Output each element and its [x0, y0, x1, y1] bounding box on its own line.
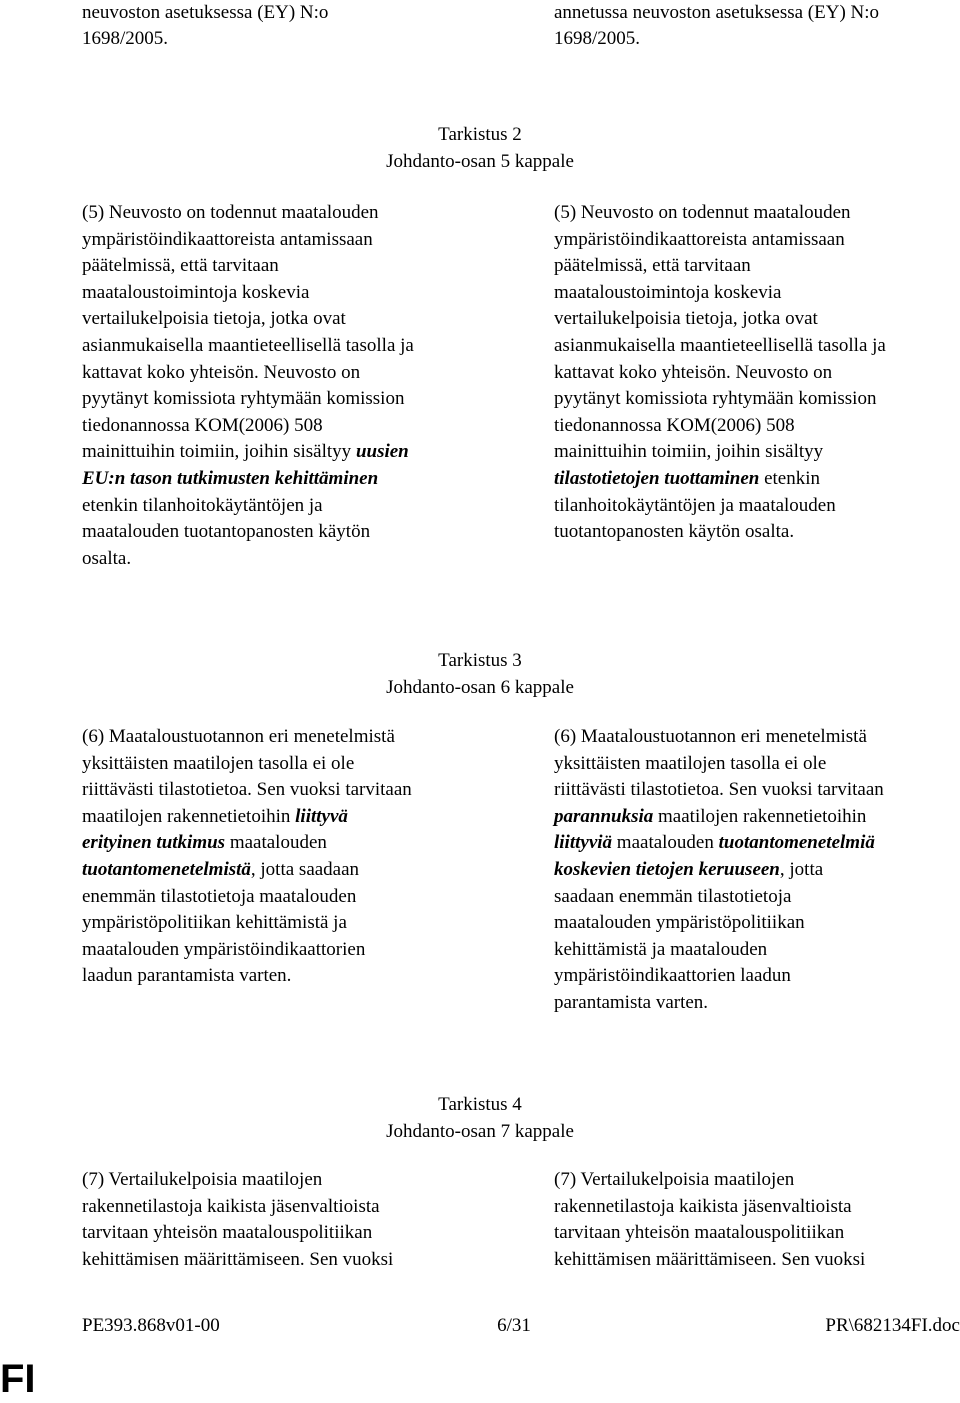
footer-page-number: 6/31	[497, 1315, 531, 1336]
top-left-text: neuvoston asetuksessa (EY) N:o 1698/2005.	[82, 2, 329, 49]
amendment-title: Tarkistus 2	[438, 124, 522, 145]
amendment-4-original: (7) Vertailukelpoisia maatilojen rakennetilastoja kaikista jäsenvaltioista tarvitaan yhteisön maatalouspolitiikan kehittämisen määrittämiseen. Sen vuoksi	[82, 1169, 394, 1270]
amendment-4-amended: (7) Vertailukelpoisia maatilojen rakennetilastoja kaikista jäsenvaltioista tarvitaan yhteisön maatalouspolitiikan kehittämisen määrittämiseen. Sen vuoksi	[554, 1169, 866, 1270]
amendment-3-amended: (6) Maataloustuotannon eri menetelmistä yksittäisten maatilojen tasolla ei ole riittävästi tilastotietoa. Sen vuoksi tarvitaan parannuksia maatilojen rakennetietoihin liittyviä maatalouden tuotantomenetelmiä koskevien tietojen keruuseen, jotta saadaan enemmän tilastotietoja maatalouden ympäristöpolitiikan kehittämistä ja maatalouden ympäristöindikaattorien laadun parantamista varten.	[554, 726, 884, 1013]
top-right-text: annetussa neuvoston asetuksessa (EY) N:o 1698/2005.	[554, 2, 880, 49]
amendment-subtitle: Johdanto-osan 6 kappale	[386, 676, 574, 698]
footer-doc-code: PE393.868v01-00	[82, 1315, 220, 1336]
amendment-3-heading	[0, 648, 960, 701]
amendment-subtitle: Johdanto-osan 5 kappale	[386, 150, 574, 172]
footer-file-name: PR\682134FI.doc	[825, 1315, 960, 1336]
amendment-title: Tarkistus 4	[438, 1094, 522, 1115]
language-code: FI	[0, 1357, 36, 1401]
amendment-4-heading	[0, 1092, 960, 1145]
amendment-subtitle: Johdanto-osan 7 kappale	[386, 1120, 574, 1142]
amendment-3-original: (6) Maataloustuotannon eri menetelmistä yksittäisten maatilojen tasolla ei ole riittävästi tilastotietoa. Sen vuoksi tarvitaan maatilojen rakennetietoihin liittyvä erityinen tutkimus maatalouden tuotantomenetelmistä, jotta saadaan enemmän tilastotietoja maatalouden ympäristöpolitiikan kehittämistä ja maatalouden ympäristöindikaattorien laadun parantamista varten.	[82, 726, 412, 987]
amendment-title: Tarkistus 3	[438, 650, 522, 671]
amendment-2-amended: (5) Neuvosto on todennut maatalouden ympäristöindikaattoreista antamissaan päätelmissä, että tarvitaan maataloustoimintoja koskevia vertailukelpoisia tietoja, jotka ovat asianmukaisella maantieteellisellä tasolla ja kattavat koko yhteisön. Neuvosto on pyytänyt komissiota ryhtymään komission tiedonannossa KOM(2006) 508 mainittuihin toimiin, joihin sisältyy tilastotietojen tuottaminen etenkin tilanhoitokäytäntöjen ja maatalouden tuotantopanosten käytön osalta.	[554, 202, 886, 543]
amendment-2-original: (5) Neuvosto on todennut maatalouden ympäristöindikaattoreista antamissaan päätelmissä, että tarvitaan maataloustoimintoja koskevia vertailukelpoisia tietoja, jotka ovat asianmukaisella maantieteellisellä tasolla ja kattavat koko yhteisön. Neuvosto on pyytänyt komissiota ryhtymään komission tiedonannossa KOM(2006) 508 mainittuihin toimiin, joihin sisältyy uusien EU:n tason tutkimusten kehittäminen etenkin tilanhoitokäytäntöjen ja maatalouden tuotantopanosten käytön osalta.	[82, 202, 414, 569]
amendment-2-heading	[0, 122, 960, 175]
